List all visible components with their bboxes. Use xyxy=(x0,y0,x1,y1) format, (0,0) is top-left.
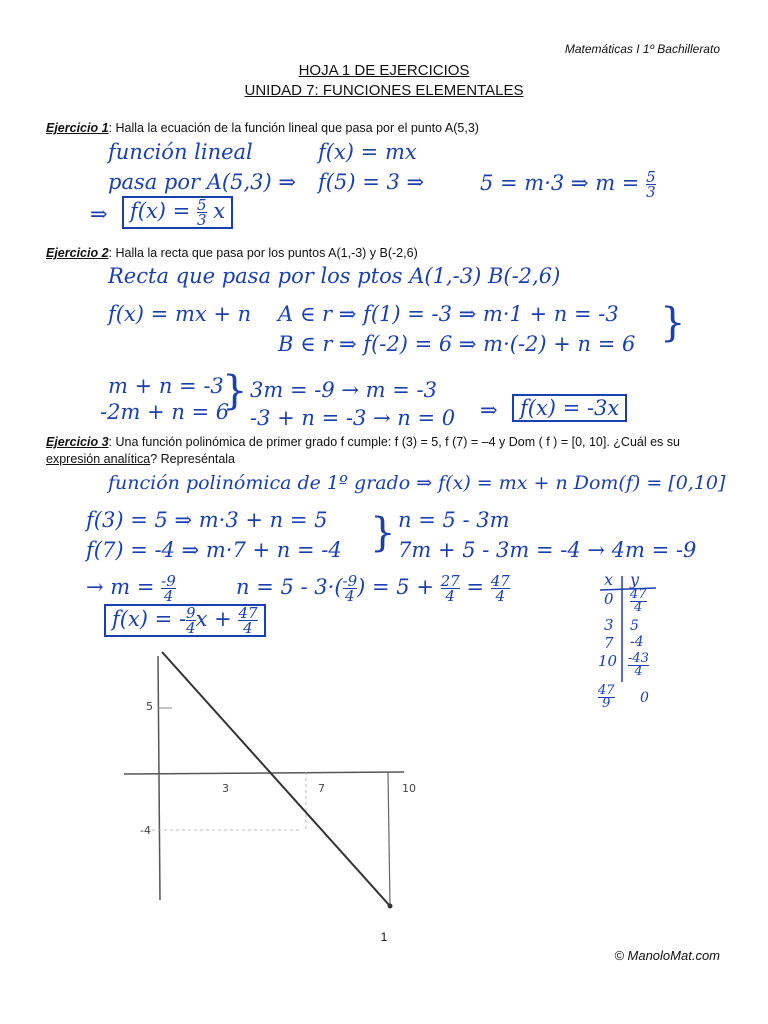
exercise-1-text: : Halla la ecuación de la función lineal que pasa por el punto A(5,3) xyxy=(108,121,479,135)
exercise-3-text2a: expresión analítica xyxy=(46,452,151,466)
ex3-line1: función polinómica de 1º grado ⇒ f(x) = mx + n Dom(f) = [0,10] xyxy=(108,472,726,494)
ex2-brace-2: } xyxy=(222,368,248,414)
table-row-2-x: 7 xyxy=(604,634,614,652)
exercise-2-label: Ejercicio 2 xyxy=(46,246,109,260)
ex2-brace-1: } xyxy=(660,300,686,346)
table-head-x: x xyxy=(604,570,614,589)
ex1-line2c-text: 5 = m·3 ⇒ m = xyxy=(480,171,640,195)
fraction-num: 27 xyxy=(440,572,460,590)
ex1-line1a: función lineal xyxy=(108,140,253,164)
ex3-line4d-text: = xyxy=(466,575,484,599)
graph-label-x3: 3 xyxy=(222,782,229,795)
ex3-line3b: 7m + 5 - 3m = -4 → 4m = -9 xyxy=(398,538,697,562)
exercise-3-text2b: ? Represéntala xyxy=(150,452,236,466)
graph-label-x10: 10 xyxy=(402,782,416,795)
fraction-num: 47 xyxy=(238,604,258,622)
fraction-den: 4 xyxy=(445,587,455,605)
graph-x-axis xyxy=(124,772,404,774)
ex1-line2a: pasa por A(5,3) ⇒ xyxy=(108,170,296,194)
exercise-3-label: Ejercicio 3 xyxy=(46,435,109,449)
fraction-num: 9 xyxy=(186,604,196,622)
ex2-line1: Recta que pasa por los ptos A(1,-3) B(-2,6) xyxy=(108,264,561,288)
fraction-num: -43 xyxy=(628,651,649,666)
ex2-line5b: -3 + n = -3 → n = 0 xyxy=(250,406,456,430)
fraction-den: 4 xyxy=(634,664,643,679)
ex1-line1b: f(x) = mx xyxy=(318,140,417,164)
ex2-line2a: f(x) = mx + n xyxy=(108,302,252,326)
fraction-den: 3 xyxy=(646,183,656,201)
ex3-result-a: f(x) = - xyxy=(112,607,187,631)
fraction-den: 4 xyxy=(495,587,505,605)
ex3-line2b: n = 5 - 3m xyxy=(398,508,510,532)
exercise-2-text: : Halla la recta que pasa por los puntos A(1,-3) y B(-2,6) xyxy=(108,246,418,260)
table-head-y: y xyxy=(630,570,640,589)
graph-label-y5: 5 xyxy=(146,700,153,713)
ex2-line4b: 3m = -9 → m = -3 xyxy=(250,378,437,402)
table-row-0-x: 0 xyxy=(604,590,614,608)
fraction-den: 4 xyxy=(634,600,643,615)
page-subtitle: UNIDAD 7: FUNCIONES ELEMENTALES xyxy=(244,82,524,99)
ex3-line4b-text: n = 5 - 3·( xyxy=(236,575,343,599)
fraction-den: 4 xyxy=(163,587,174,605)
graph-guide-x10 xyxy=(388,772,390,906)
ex2-line4a: m + n = -3 xyxy=(108,374,224,398)
ex2-line2b: A ∈ r ⇒ f(1) = -3 ⇒ m·1 + n = -3 xyxy=(278,302,619,326)
graph-label-x7: 7 xyxy=(318,782,325,795)
fraction-num: 5 xyxy=(196,196,207,214)
fraction-num: 47 xyxy=(490,572,510,590)
fraction-num: 47 xyxy=(630,587,647,602)
graph-label-y-4: -4 xyxy=(140,824,151,837)
ex1-result-var: x xyxy=(213,199,226,223)
ex3-brace: } xyxy=(370,510,396,556)
ex1-result-text: f(x) = xyxy=(130,199,191,223)
exercise-3-text: : Una función polinómica de primer grado f cumple: f (3) = 5, f (7) = –4 y Dom ( f ) = [0, 10]. ¿Cuál es su xyxy=(108,435,680,449)
fraction-num: -9 xyxy=(161,572,176,590)
ex3-line2a: f(3) = 5 ⇒ m·3 + n = 5 xyxy=(86,508,328,532)
table-row-2-y: -4 xyxy=(630,634,644,650)
exercise-1-label: Ejercicio 1 xyxy=(46,121,109,135)
graph-y-axis xyxy=(158,656,160,900)
course-header: Matemáticas I 1º Bachillerato xyxy=(564,42,720,56)
fraction-num: -9 xyxy=(342,572,358,590)
ex1-line3-arrow: ⇒ xyxy=(90,202,108,226)
fraction-den: 4 xyxy=(345,587,355,605)
page-number: 1 xyxy=(380,930,388,944)
ex3-line4a-text: → m = xyxy=(86,575,155,599)
footer-copyright: © ManoloMat.com xyxy=(614,948,720,963)
graph-endpoint xyxy=(388,904,393,909)
graph-function-line xyxy=(162,652,390,906)
fraction-den: 9 xyxy=(602,696,611,711)
fraction-num: 5 xyxy=(646,168,656,186)
ex3-line4c-text: ) = 5 + xyxy=(357,575,434,599)
ex2-line5a: -2m + n = 6 xyxy=(100,400,230,424)
ex3-line3a: f(7) = -4 ⇒ m·7 + n = -4 xyxy=(86,538,342,562)
page-title: HOJA 1 DE EJERCICIOS xyxy=(298,62,470,79)
fraction-den: 4 xyxy=(186,619,196,637)
table-row-1-x: 3 xyxy=(604,616,614,634)
ex2-line3: B ∈ r ⇒ f(-2) = 6 ⇒ m·(-2) + n = 6 xyxy=(278,332,636,356)
fraction-num: 47 xyxy=(598,683,615,698)
table-row-3-x: 10 xyxy=(598,652,618,670)
table-row-4-y: 0 xyxy=(640,690,649,706)
fraction-den: 3 xyxy=(196,211,207,229)
ex3-result-b: x + xyxy=(195,607,232,631)
ex1-line2b: f(5) = 3 ⇒ xyxy=(318,170,425,194)
ex2-result-box: f(x) = -3x xyxy=(512,394,627,422)
table-row-1-y: 5 xyxy=(630,618,639,634)
fraction-den: 4 xyxy=(243,619,253,637)
ex2-line5c: ⇒ xyxy=(480,398,498,422)
